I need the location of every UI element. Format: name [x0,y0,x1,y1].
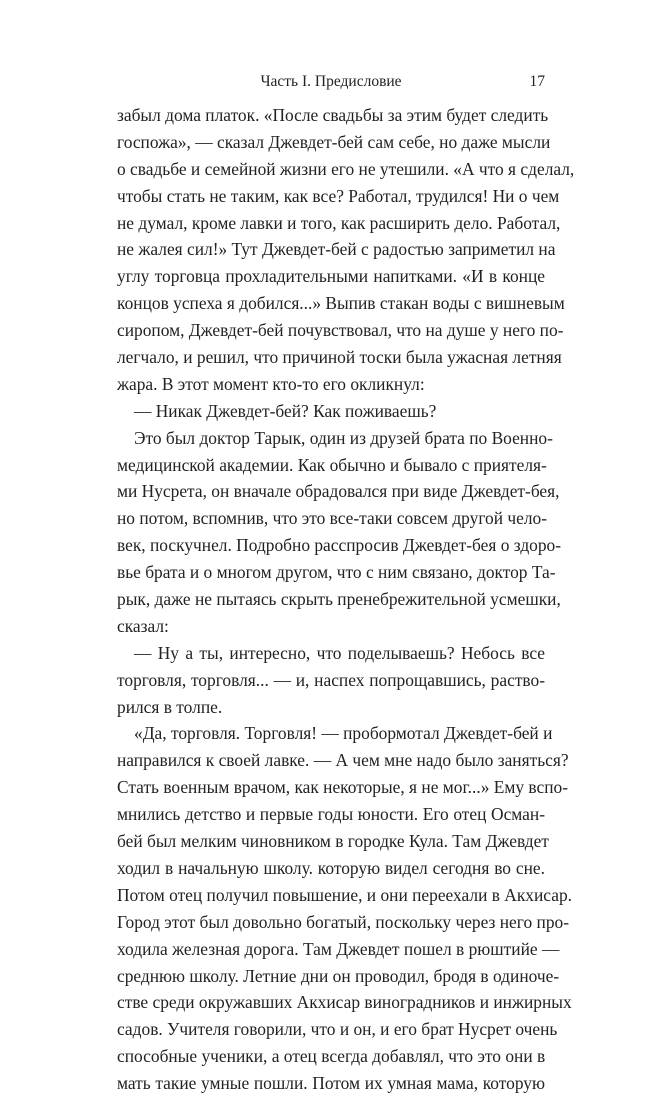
text-line: не думал, кроме лавки и того, как расширить дело. Работал, [117,212,561,233]
text-line: рык, даже не пытаясь скрыть пренебрежительной усмешки, [117,589,561,610]
text-line: мать такие умные пошли. Потом их умная мама, которую [117,1073,545,1094]
text-line: Город этот был довольно богатый, поскольку через него про- [117,911,570,932]
text-line: «Да, торговля. Торговля! — пробормотал Джевдет-бей и [134,723,553,744]
text-line: концов успеха я добился...» Выпив стакан воды с вишневым [117,293,565,314]
text-line: забыл дома платок. «После свадьбы за этим будет следить [117,105,549,125]
text-line: вье брата и о многом другом, что с ним связано, доктор Та- [117,562,556,583]
text-line: — Ну а ты, интересно, что поделываешь? Небось все [134,642,545,663]
text-line: ми Нусрета, он вначале обрадовался при виде Джевдет-бея, [117,481,560,502]
text-line: ходила железная дорога. Там Джевдет пошел в рюштийе — [117,938,560,959]
text-line: мнились детство и первые годы юности. Его отец Осман- [117,804,545,825]
body-text [117,102,575,1097]
text-line: стве среди окружавших Акхисар виноградников и инжирных [117,992,572,1013]
text-line: но потом, вспомнив, что это все-таки совсем другой чело- [117,508,548,529]
text-line: способные ученики, а отец всегда добавлял, что это они в [117,1046,546,1067]
text-line: чтобы стать не таким, как все? Работал, трудился! Ни о чем [117,185,560,206]
text-line: о свадьбе и семейной жизни его не утешили. «А что я сделал, [117,158,575,179]
text-line: направился к своей лавке. — А чем мне надо было заняться? [117,750,569,771]
page-number: 17 [529,73,545,90]
running-head [117,70,545,94]
text-line: медицинской академии. Как обычно и бывало с приятеля- [117,454,547,475]
text-line: век, поскучнел. Подробно расспросив Джевдет-бея о здоро- [117,535,562,556]
text-line: садов. Учителя говорили, что и он, и его брат Нусрет очень [117,1019,558,1040]
text-line: — Никак Джевдет-бей? Как поживаешь? [134,400,437,421]
text-line: рился в толпе. [117,696,223,717]
text-line: легчало, и решил, что причиной тоски была ужасная летняя [117,347,562,368]
text-line: сказал: [117,615,169,636]
text-line: Это был доктор Тарык, один из друзей брата по Военно- [134,427,553,448]
text-line: госпожа», — сказал Джевдет-бей сам себе, но даже мысли [117,131,551,152]
text-line: торговля, торговля... — и, наспех попрощавшись, раство- [117,669,545,690]
text-line: ходил в начальную школу. которую видел сегодня во сне. [117,857,545,878]
text-line: среднюю школу. Летние дни он проводил, бродя в одиноче- [117,965,560,986]
text-line: бей был мелким чиновником в городке Кула. Там Джевдет [117,831,549,852]
text-line: углу торговца прохладительными напитками. «И в конце [117,266,545,287]
text-line: Потом отец получил повышение, и они переехали в Акхисар. [117,884,572,905]
section-title: Часть I. Предисловие [260,73,402,90]
text-line: не жалея сил!» Тут Джевдет-бей с радостью заприметил на [117,239,556,260]
text-line: Стать военным врачом, как некоторые, я не мог...» Ему вспо- [117,777,569,798]
text-line: сиропом, Джевдет-бей почувствовал, что на душе у него по- [117,320,564,341]
text-line: жара. В этот момент кто-то его окликнул: [117,373,425,394]
